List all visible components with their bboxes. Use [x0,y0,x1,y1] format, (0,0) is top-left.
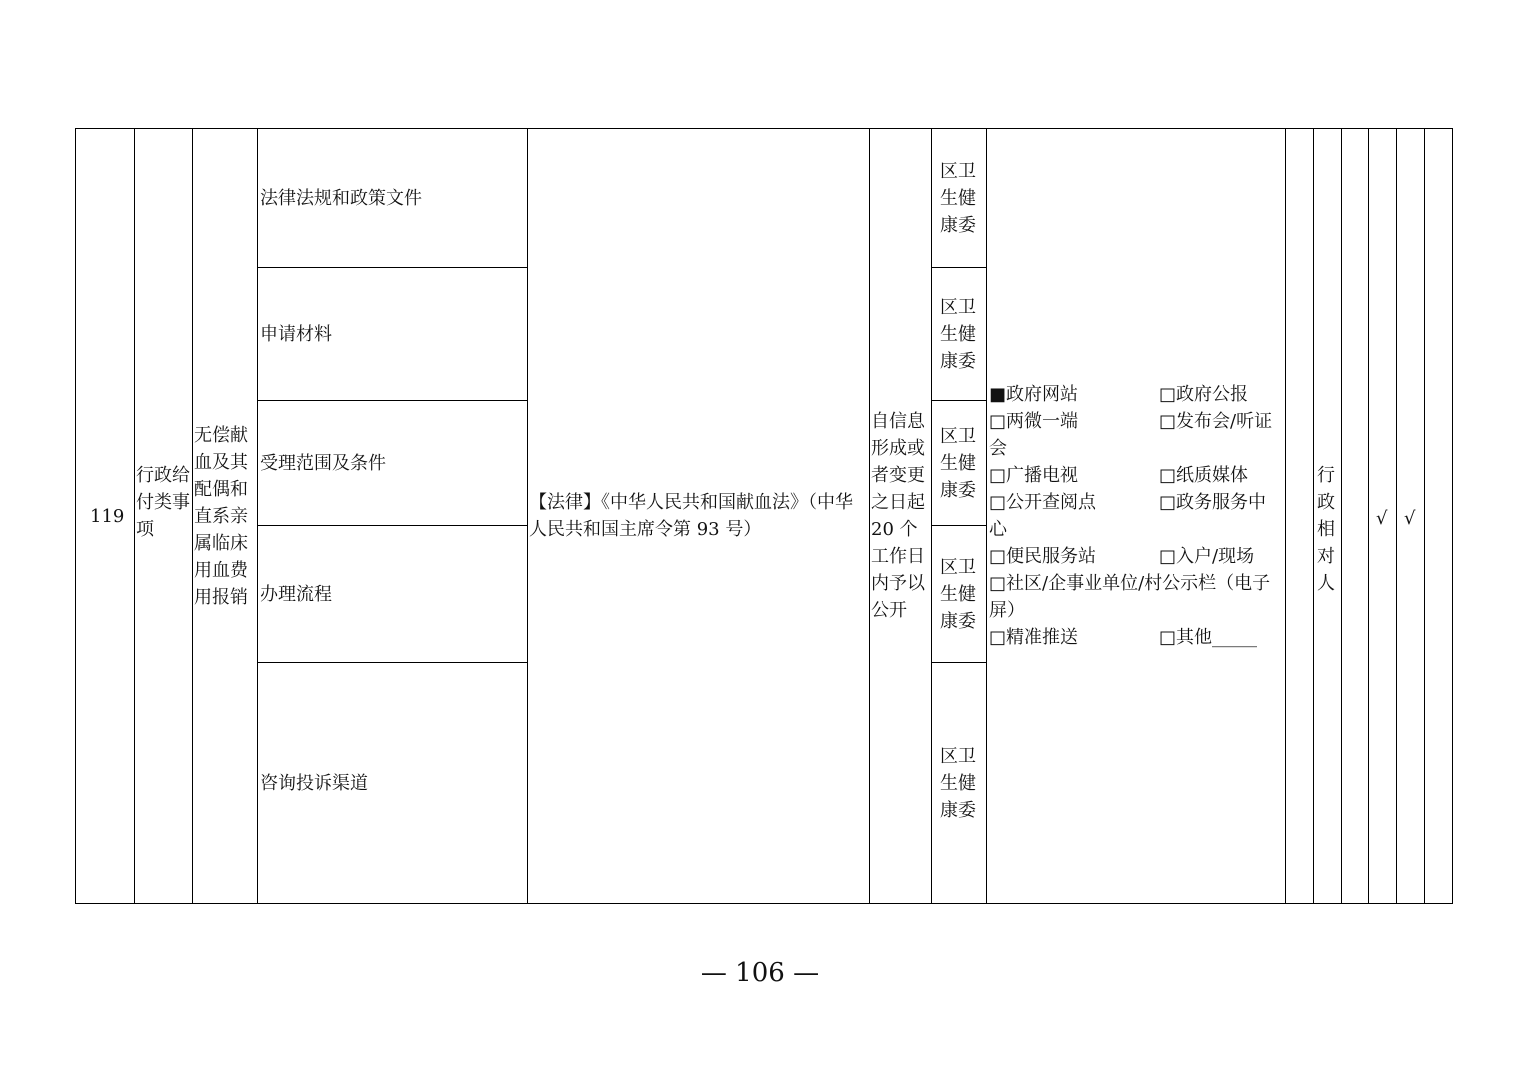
col-line [869,128,870,904]
disclosure-subject: 区卫生健康委 [940,746,976,821]
col-line [527,128,528,904]
content-cell [260,526,526,662]
col-line [192,128,193,904]
col-line [1452,128,1453,904]
channel-row [989,543,1285,570]
channel-option: □纸质媒体 [1159,465,1249,486]
channel-option: □精准推送 [989,627,1079,648]
content-item-label: 申请材料 [260,323,332,345]
col-line [986,128,987,904]
channel-row [989,489,1285,516]
subrow-line [931,662,987,663]
item-name: 无偿献血及其配偶和直系亲属临床用血费用报销 [194,425,248,608]
channel-option: □其他_____ [1159,627,1258,648]
disclosure-subject: 区卫生健康委 [940,557,976,632]
col-line [931,128,932,904]
col-line [75,128,76,904]
content-cell [260,129,526,267]
check-mark: √ [1404,508,1416,529]
channel-option: □社区/企事业单位/村公示栏（电子屏） [989,573,1271,621]
legal-basis: 【法律】《中华人民共和国献血法》（中华人民共和国主席令第 93 号） [529,492,853,540]
col-line [1396,128,1397,904]
subrow-line [931,267,987,268]
channel-option: ■政府网站 [989,384,1079,405]
channel-row [989,570,1285,624]
channel-row [989,462,1285,489]
col-line [134,128,135,904]
content-item-label: 咨询投诉渠道 [260,772,368,794]
col-line [1341,128,1342,904]
disclosure-object: 行政相对人 [1317,465,1335,594]
item-category: 行政给付类事项 [136,465,190,540]
channel-row [989,408,1285,435]
disclosure-subject: 区卫生健康委 [940,426,976,501]
row-seq-number: 119 [90,506,125,527]
col-line [1285,128,1286,904]
content-cell [260,663,526,903]
channel-option: □政府公报 [1159,384,1249,405]
disclosure-subject: 区卫生健康委 [940,161,976,236]
subrow-line [931,525,987,526]
content-item-label: 法律法规和政策文件 [260,187,422,209]
channel-row [989,381,1285,408]
channel-row [989,624,1285,651]
channel-option: □发布会/听证 [1159,411,1273,432]
channel-option: □两微一端 [989,411,1079,432]
disclosure-time-limit: 自信息形成或者变更之日起 20 个工作日内予以公开 [871,411,925,621]
check-mark: √ [1376,508,1388,529]
col-line [1313,128,1314,904]
content-item-label: 办理流程 [260,583,332,605]
col-line [1368,128,1369,904]
channel-option: □广播电视 [989,465,1079,486]
page-number: — 106 — [700,958,820,988]
col-line [1424,128,1425,904]
channel-option: □便民服务站 [989,546,1097,567]
content-item-label: 受理范围及条件 [260,452,386,474]
table-bottom-border [75,903,1453,904]
content-cell [260,401,526,525]
channel-option: □公开查阅点 [989,492,1097,513]
channel-option: □政务服务中 [1159,492,1267,513]
col-line [257,128,258,904]
disclosure-subject: 区卫生健康委 [940,297,976,372]
channel-option: □入户/现场 [1159,546,1255,567]
disclosure-channels: ■政府网站 □政府公报 □两微一端 □发布会/听证 会 □广播电视 □纸质媒体 □公开查阅点 □政务服务中 心 □便民服务站 □入户/现场 □社区/企事业单位/村公示栏（电子屏） □精准推送 □其他_____ [989,381,1285,651]
content-cell [260,268,526,400]
subrow-line [931,400,987,401]
